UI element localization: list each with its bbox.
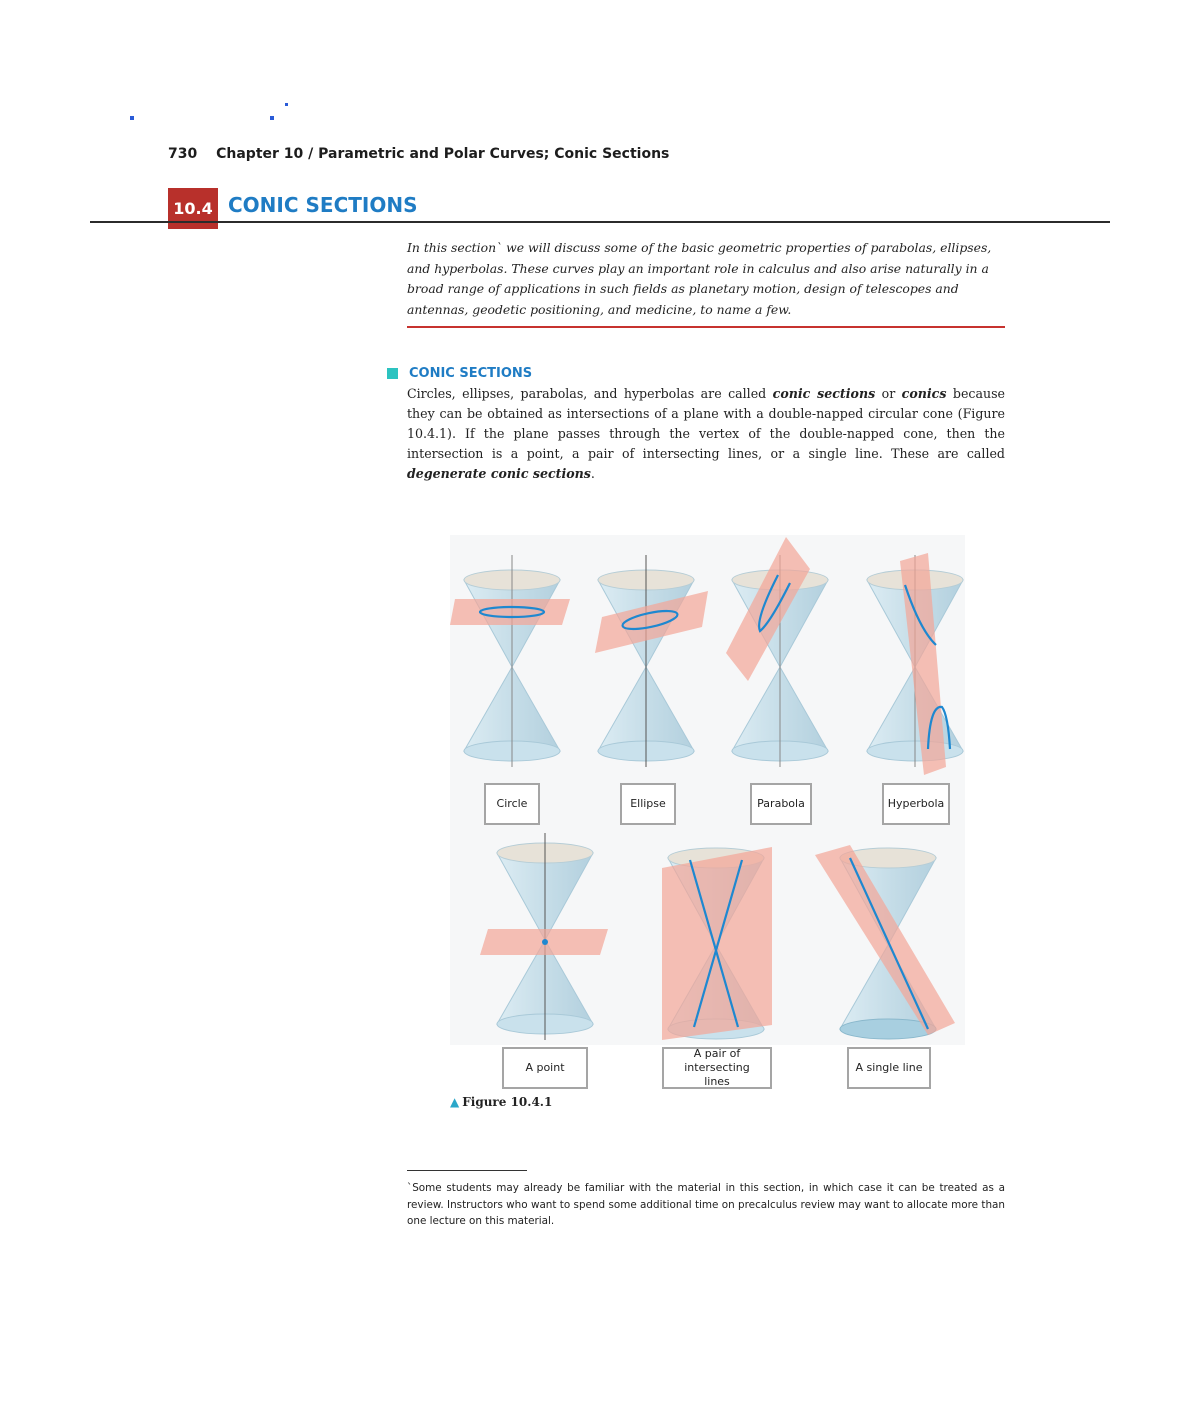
- subsection-title: CONIC SECTIONS: [409, 366, 533, 381]
- cone-circle: [450, 555, 570, 767]
- intro-divider: [407, 326, 1005, 328]
- footnote-marker: `: [407, 1182, 413, 1194]
- running-header: [168, 146, 669, 162]
- cone-point: [480, 833, 608, 1040]
- label-ellipse: Ellipse: [620, 783, 676, 825]
- body-paragraph: Circles, ellipses, parabolas, and hyperbolas are called conic sections or conics because they can be obtained as intersections of a plane with a double-napped circular cone (Figure 10.4.1). If the plane passes through the vertex of the double-napped cone, then the intersection is a point, a pair of intersecting lines, or a single line. These are called degenerate conic sections.: [407, 386, 1005, 481]
- label-single-line: A single line: [847, 1047, 931, 1089]
- cone-parabola: [726, 537, 828, 767]
- label-intersecting-lines: A pair of intersecting lines: [662, 1047, 772, 1089]
- cone-hyperbola: [867, 553, 963, 775]
- artifact-dot: [270, 116, 274, 120]
- footnote-text: Some students may already be familiar with the material in this section, in which case it can be treated as a review. Instructors who want to spend some additional time on precalculus review may want to allocate more than one lecture on this material.: [407, 1182, 1005, 1227]
- term-degenerate: degenerate conic sections: [407, 466, 591, 481]
- triangle-icon: ▲: [450, 1095, 460, 1109]
- footnote: [407, 1180, 1005, 1230]
- section-number-badge: 10.4: [168, 188, 218, 229]
- figure-conic-sections: [450, 535, 965, 1088]
- artifact-dot: [130, 116, 134, 120]
- page-number: 730: [168, 146, 198, 162]
- chapter-title: Chapter 10 / Parametric and Polar Curves; Conic Sections: [216, 146, 670, 162]
- cone-intersecting-lines: [662, 847, 772, 1040]
- footnote-divider: [407, 1170, 527, 1171]
- term-conic-sections: conic sections: [772, 386, 876, 401]
- label-hyperbola: Hyperbola: [882, 783, 950, 825]
- cone-single-line: [815, 845, 955, 1039]
- figure-caption: ▲ Figure 10.4.1: [450, 1095, 553, 1109]
- cone-ellipse: [595, 555, 708, 767]
- term-conics: conics: [901, 386, 947, 401]
- label-parabola: Parabola: [750, 783, 812, 825]
- label-point: A point: [502, 1047, 588, 1089]
- subsection-marker: [387, 368, 398, 379]
- section-divider: [90, 221, 1110, 223]
- section-title: CONIC SECTIONS: [228, 193, 418, 217]
- section-intro: In this section` we will discuss some of the basic geometric properties of parabolas, ellipses, and hyperbolas. These curves play an important role in calculus and also arise naturally in a broad range of applications in such fields as planetary motion, design of telescopes and antennas, geodetic positioning, and medicine, to name a few.: [407, 240, 992, 317]
- artifact-dot: [285, 103, 288, 106]
- label-circle: Circle: [484, 783, 540, 825]
